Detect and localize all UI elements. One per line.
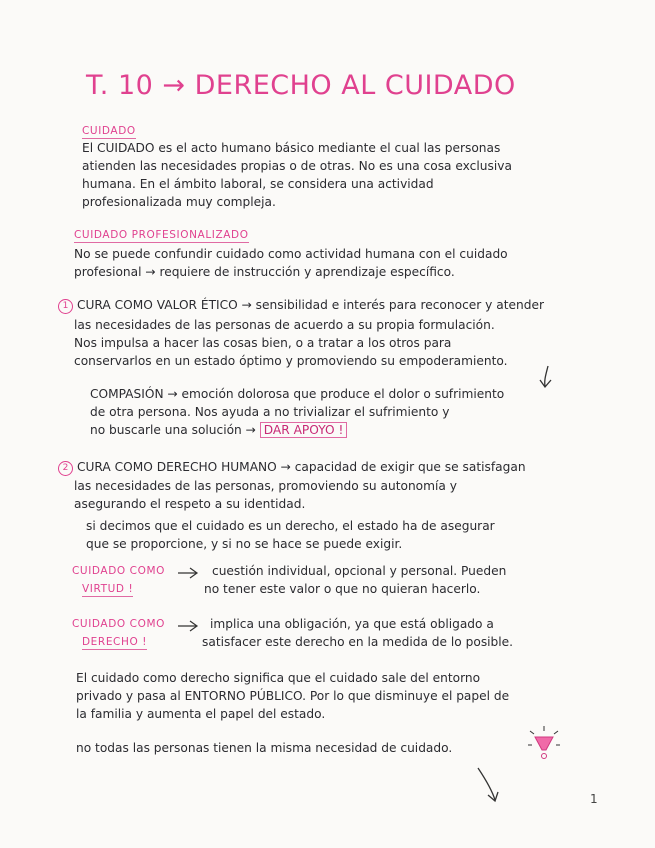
number-badge: 1 <box>58 299 73 314</box>
text-line: satisfacer este derecho en la medida de lo posible. <box>202 635 514 649</box>
section-heading-profesionalizado: CUIDADO PROFESIONALIZADO <box>74 229 249 241</box>
text-line: no buscarle una solución → <box>90 423 256 437</box>
text-line: profesionalizada muy compleja. <box>82 195 276 209</box>
arrow-right-icon <box>178 621 197 631</box>
page-number: 1 <box>590 792 598 806</box>
text-line: COMPASIÓN → emoción dolorosa que produce el dolor o sufrimiento <box>90 387 505 401</box>
text-line: implica una obligación, ya que está obligado a <box>210 617 494 631</box>
arrow-right-icon <box>178 568 197 578</box>
section-heading-cuidado: CUIDADO <box>82 125 136 137</box>
text-line: profesional → requiere de instrucción y aprendizaje específico. <box>74 265 455 279</box>
page-title: T. 10 → DERECHO AL CUIDADO <box>86 70 516 101</box>
label-cuidado-como: CUIDADO COMO <box>72 618 166 630</box>
arrow-curve-icon <box>478 768 495 800</box>
label-virtud: VIRTUD ! <box>82 583 134 595</box>
text-line: que se proporcione, y si no se hace se puede exigir. <box>86 537 403 551</box>
text-line: asegurando el respeto a su identidad. <box>74 497 306 511</box>
text-line: conservarlos en un estado óptimo y promoviendo su empoderamiento. <box>74 354 508 368</box>
text-line: CURA COMO VALOR ÉTICO → sensibilidad e interés para reconocer y atender <box>77 298 544 312</box>
text-line: El cuidado como derecho significa que el cuidado sale del entorno <box>76 671 481 685</box>
text-line: las necesidades de las personas, promoviendo su autonomía y <box>74 479 457 493</box>
text-line: atienden las necesidades propias o de otras. No es una cosa exclusiva <box>82 159 512 173</box>
text-line: si decimos que el cuidado es un derecho, el estado ha de asegurar <box>86 519 495 533</box>
text-line: la familia y aumenta el papel del estado. <box>76 707 326 721</box>
text-line: no todas las personas tienen la misma necesidad de cuidado. <box>76 741 453 755</box>
text-line: privado y pasa al ENTORNO PÚBLICO. Por lo que disminuye el papel de <box>76 689 510 703</box>
text-line: cuestión individual, opcional y personal. Pueden <box>212 564 507 578</box>
label-derecho: DERECHO ! <box>82 636 148 648</box>
text-line: de otra persona. Nos ayuda a no trivializar el sufrimiento y <box>90 405 450 419</box>
arrow-down-icon <box>545 366 548 386</box>
text-line: CURA COMO DERECHO HUMANO → capacidad de exigir que se satisfagan <box>77 460 526 474</box>
lightbulb-icon <box>528 726 560 759</box>
text-line: no tener este valor o que no quieran hacerlo. <box>204 582 481 596</box>
label-cuidado-como: CUIDADO COMO <box>72 565 166 577</box>
number-badge: 2 <box>58 461 73 476</box>
text-line: Nos impulsa a hacer las cosas bien, o a tratar a los otros para <box>74 336 452 350</box>
text-line: No se puede confundir cuidado como actividad humana con el cuidado <box>74 247 508 261</box>
text-line: las necesidades de las personas de acuerdo a su propia formulación. <box>74 318 495 332</box>
text-line: humana. En el ámbito laboral, se considera una actividad <box>82 177 434 191</box>
text-line: El CUIDADO es el acto humano básico mediante el cual las personas <box>82 141 501 155</box>
boxed-note: DAR APOYO ! <box>260 422 348 438</box>
